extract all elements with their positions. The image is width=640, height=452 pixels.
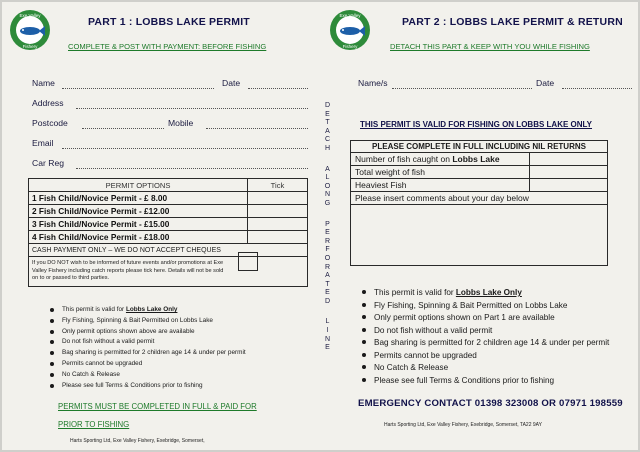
perforation-letter: N — [324, 335, 331, 343]
list-item: Bag sharing is permitted for 2 children age 14 & under per permit — [360, 337, 609, 350]
rule-emphasis: Lobbs Lake Only — [455, 288, 522, 297]
names-label: Name/s — [358, 78, 388, 88]
mobile-label: Mobile — [168, 118, 194, 128]
perforation-letter: R — [324, 237, 331, 245]
date-label: Date — [222, 78, 241, 88]
table-row — [351, 153, 608, 166]
address-field[interactable] — [76, 108, 308, 109]
return-header: PLEASE COMPLETE IN FULL INCLUDING NIL RETURNS — [351, 141, 608, 153]
name-label: Name — [32, 78, 55, 88]
part2-instruction: DETACH THIS PART & KEEP WITH YOU WHILE FISHING — [390, 42, 590, 51]
option-tick-cell[interactable] — [248, 231, 308, 244]
comments-row — [351, 205, 608, 266]
perforation-letter: I — [326, 327, 329, 335]
publicity-opt-out-checkbox[interactable] — [238, 252, 258, 271]
perforation-letter: E — [325, 289, 330, 297]
publicity-note: If you DO NOT wish to be informed of future events and/or promotions at Exe Valley Fishery including catch reports please tick here. Details will not be sold on to or passed to third parties. — [29, 257, 308, 287]
return-table — [350, 140, 608, 266]
option-row — [29, 231, 308, 244]
fish-logo-icon — [328, 8, 372, 52]
return-label: Heaviest Fish — [351, 179, 530, 192]
mobile-field[interactable] — [206, 128, 308, 129]
svg-text:Exe Valley: Exe Valley — [339, 13, 361, 18]
part2-footer: Harts Sporting Ltd, Exe Valley Fishery, Exebridge, Somerset, TA22 9AY — [384, 422, 542, 428]
part1-instruction: COMPLETE & POST WITH PAYMENT: BEFORE FISHING — [68, 42, 267, 51]
option-tick-cell[interactable] — [248, 218, 308, 231]
list-item: Fly Fishing, Spinning & Bait Permitted on Lobbs Lake — [360, 300, 609, 313]
option-row — [29, 192, 308, 205]
perforation-letter: L — [325, 318, 330, 326]
list-item: No Catch & Release — [360, 362, 609, 375]
option-row — [29, 205, 308, 218]
fish-count-cell[interactable] — [530, 153, 608, 166]
list-item: Please see full Terms & Conditions prior to fishing — [48, 381, 246, 392]
perforation-label — [321, 102, 334, 353]
option-row — [29, 218, 308, 231]
completion-line-2: PRIOR TO FISHING — [58, 420, 130, 429]
perforation-letter: A — [325, 165, 330, 173]
list-item: No Catch & Release — [48, 370, 246, 381]
permit-options-table — [28, 178, 308, 287]
total-weight-cell[interactable] — [530, 166, 608, 179]
perforation-letter: H — [324, 144, 331, 152]
list-item: Bag sharing is permitted for 2 children age 14 & under per permit — [48, 348, 246, 359]
perforation-letter: E — [325, 110, 330, 118]
perforation-letter: T — [325, 280, 330, 288]
perforation-letter: D — [324, 102, 331, 109]
postcode-label: Postcode — [32, 118, 68, 128]
perforation-letter: L — [325, 174, 330, 182]
email-label: Email — [32, 138, 54, 148]
return-header-row — [351, 141, 608, 153]
tick-header: Tick — [248, 179, 308, 192]
option-label: 4 Fish Child/Novice Permit - £18.00 — [29, 231, 248, 244]
return-label-text: Number of fish caught on — [355, 154, 453, 164]
rule-emphasis: Lobbs Lake Only — [125, 306, 178, 313]
return-label: Total weight of fish — [351, 166, 530, 179]
perforation-letter: O — [324, 182, 331, 190]
list-item: Do not fish without a valid permit — [360, 325, 609, 338]
part2-section — [336, 2, 638, 450]
part1-rules-list — [48, 305, 246, 391]
option-label: 1 Fish Child/Novice Permit - £ 8.00 — [29, 192, 248, 205]
heaviest-fish-cell[interactable] — [530, 179, 608, 192]
part2-title: PART 2 : LOBBS LAKE PERMIT & RETURN — [402, 16, 623, 28]
cash-note-row — [29, 244, 308, 257]
email-field[interactable] — [62, 148, 308, 149]
name-field[interactable] — [62, 88, 214, 89]
publicity-row — [29, 257, 308, 287]
emergency-contact: EMERGENCY CONTACT 01398 323008 OR 07971 198559 — [358, 398, 623, 409]
option-tick-cell[interactable] — [248, 192, 308, 205]
completion-line-1: PERMITS MUST BE COMPLETED IN FULL & PAID FOR — [58, 402, 257, 411]
part2-rules-list — [360, 287, 609, 387]
table-row — [351, 192, 608, 205]
postcode-field[interactable] — [82, 128, 164, 129]
perforation-letter: D — [324, 297, 331, 305]
part1-title: PART 1 : LOBBS LAKE PERMIT — [88, 16, 250, 28]
part1-section — [2, 2, 320, 450]
perforation-gap — [321, 209, 334, 221]
date-label: Date — [536, 78, 555, 88]
perforation-letter: R — [324, 263, 331, 271]
cash-note: CASH PAYMENT ONLY – WE DO NOT ACCEPT CHEQUES — [29, 244, 308, 257]
perforation-letter: P — [325, 220, 330, 228]
permit-sheet — [2, 2, 638, 450]
list-item: Please see full Terms & Conditions prior to fishing — [360, 375, 609, 388]
return-label-emphasis: Lobbs Lake — [452, 154, 500, 164]
list-item: Only permit options shown on Part 1 are available — [360, 312, 609, 325]
list-item: Fly Fishing, Spinning & Bait Permitted on Lobbs Lake — [48, 316, 246, 327]
date-field[interactable] — [562, 88, 632, 89]
car-reg-field[interactable] — [76, 168, 308, 169]
list-item: Permits cannot be upgraded — [48, 359, 246, 370]
exe-valley-logo — [328, 8, 372, 52]
option-label: 3 Fish Child/Novice Permit - £15.00 — [29, 218, 248, 231]
rule-text: This permit is valid for — [374, 288, 456, 297]
perforation-letter: A — [325, 272, 330, 280]
perforation-letter: E — [325, 344, 330, 352]
list-item: Only permit options shown above are available — [48, 327, 246, 338]
options-header: PERMIT OPTIONS — [29, 179, 248, 192]
car-reg-label: Car Reg — [32, 158, 64, 168]
list-item — [360, 287, 609, 300]
date-field[interactable] — [248, 88, 308, 89]
fish-logo-icon — [8, 8, 52, 52]
perforation-letter: G — [324, 199, 331, 207]
perforation-gap — [321, 306, 334, 318]
perforation-letter: T — [325, 119, 330, 127]
comments-box[interactable] — [351, 205, 608, 266]
rule-text: This permit is valid for — [62, 306, 126, 313]
perforation-gap — [321, 154, 334, 166]
address-label: Address — [32, 98, 64, 108]
perforation-letter: E — [325, 229, 330, 237]
list-item — [48, 305, 246, 316]
table-row — [351, 179, 608, 192]
perforation-letter: N — [324, 191, 331, 199]
table-row — [351, 166, 608, 179]
perforation-letter: A — [325, 127, 330, 135]
perforation-letter: C — [324, 136, 331, 144]
part1-footer: Harts Sporting Ltd, Exe Valley Fishery, Exebridge, Somerset, — [70, 438, 205, 444]
names-field[interactable] — [392, 88, 532, 89]
valid-note: THIS PERMIT IS VALID FOR FISHING ON LOBBS LAKE ONLY — [360, 120, 593, 129]
perforation-letter: F — [325, 246, 330, 254]
list-item: Permits cannot be upgraded — [360, 350, 609, 363]
option-label: 2 Fish Child/Novice Permit - £12.00 — [29, 205, 248, 218]
return-label — [351, 153, 530, 166]
list-item: Do not fish without a valid permit — [48, 337, 246, 348]
perforation-letter: O — [324, 254, 331, 262]
comments-label: Please insert comments about your day below — [351, 192, 608, 205]
option-tick-cell[interactable] — [248, 205, 308, 218]
svg-text:Fishery: Fishery — [342, 44, 358, 49]
svg-text:Fishery: Fishery — [22, 44, 38, 49]
svg-text:Exe Valley: Exe Valley — [19, 13, 41, 18]
options-header-row — [29, 179, 308, 192]
exe-valley-logo — [8, 8, 52, 52]
